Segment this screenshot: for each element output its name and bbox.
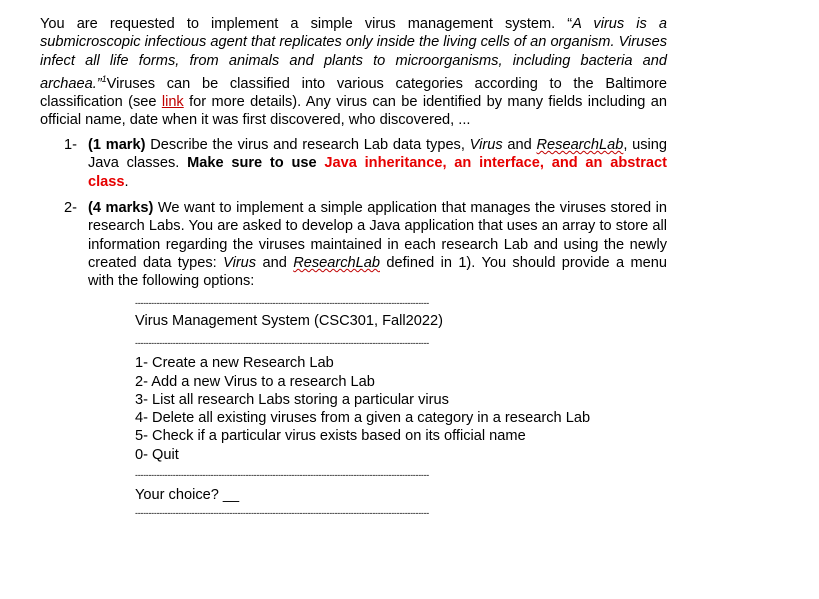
- task-number: 1-: [64, 137, 77, 153]
- task-item-1: [64, 136, 667, 191]
- menu-divider: -------------------------------------------------------------------------------------------------------------: [135, 470, 429, 481]
- menu-option: 4- Delete all existing viruses from a given a category in a research Lab: [135, 410, 591, 427]
- menu-divider: -------------------------------------------------------------------------------------------------------------: [135, 298, 429, 308]
- menu-option: 1- Create a new Research Lab: [135, 355, 334, 372]
- menu-option: 3- List all research Labs storing a particular virus: [135, 391, 449, 408]
- baltimore-classification-link[interactable]: link: [161, 94, 184, 111]
- task-text: (4 marks) We want to implement a simple application that manages the viruses stored in research Labs. You are asked to develop a Java application that uses an array to store all information regarding the viruses maintained in each research Lab and using the newly created data types: Virus and ResearchLab defined in 1). You should provide a menu with the following options:: [88, 200, 668, 290]
- menu-divider: -------------------------------------------------------------------------------------------------------------: [135, 338, 429, 349]
- menu-option: 0- Quit: [135, 446, 179, 463]
- console-menu: [135, 298, 655, 518]
- task-text: (1 mark) Describe the virus and research Lab data types, Virus and ResearchLab, using Java classes. Make sure to use Java inheritance, an interface, and an abstract class.: [88, 137, 667, 190]
- requirement-highlight: Java inheritance, an interface, and an abstract class: [88, 155, 667, 190]
- choice-prompt: Your choice? __: [135, 487, 240, 504]
- menu-option: 5- Check if a particular virus exists based on its official name: [135, 428, 526, 445]
- menu-divider: -------------------------------------------------------------------------------------------------------------: [135, 508, 429, 519]
- virus-definition-quote: A virus is a submicroscopic infectious agent that replicates only inside the living cells of an organism. Viruses infect all life forms, from animals and plants to microorganisms, including bacteria and archaea.”: [40, 16, 668, 92]
- footnote-marker: 1: [101, 73, 107, 84]
- menu-options: [135, 354, 655, 464]
- menu-option: 2- Add a new Virus to a research Lab: [135, 373, 375, 390]
- task-item-2: [64, 199, 667, 290]
- task-number: 2-: [64, 200, 77, 216]
- intro-paragraph: You are requested to implement a simple virus management system. “A virus is a submicroscopic infectious agent that replicates only inside the living cells of an organism. Viruses infect all life forms, from animals and plants to microorganisms, including bacteria and archaea.”$^1$Viruses can be classified into various categories according to the Baltimore classification (see link for more details). Any virus can be identified by many fields including an official name, date when it was first discovered, who discovered, ...: [40, 16, 668, 129]
- menu-title: Virus Management System (CSC301, Fall2022): [135, 313, 443, 329]
